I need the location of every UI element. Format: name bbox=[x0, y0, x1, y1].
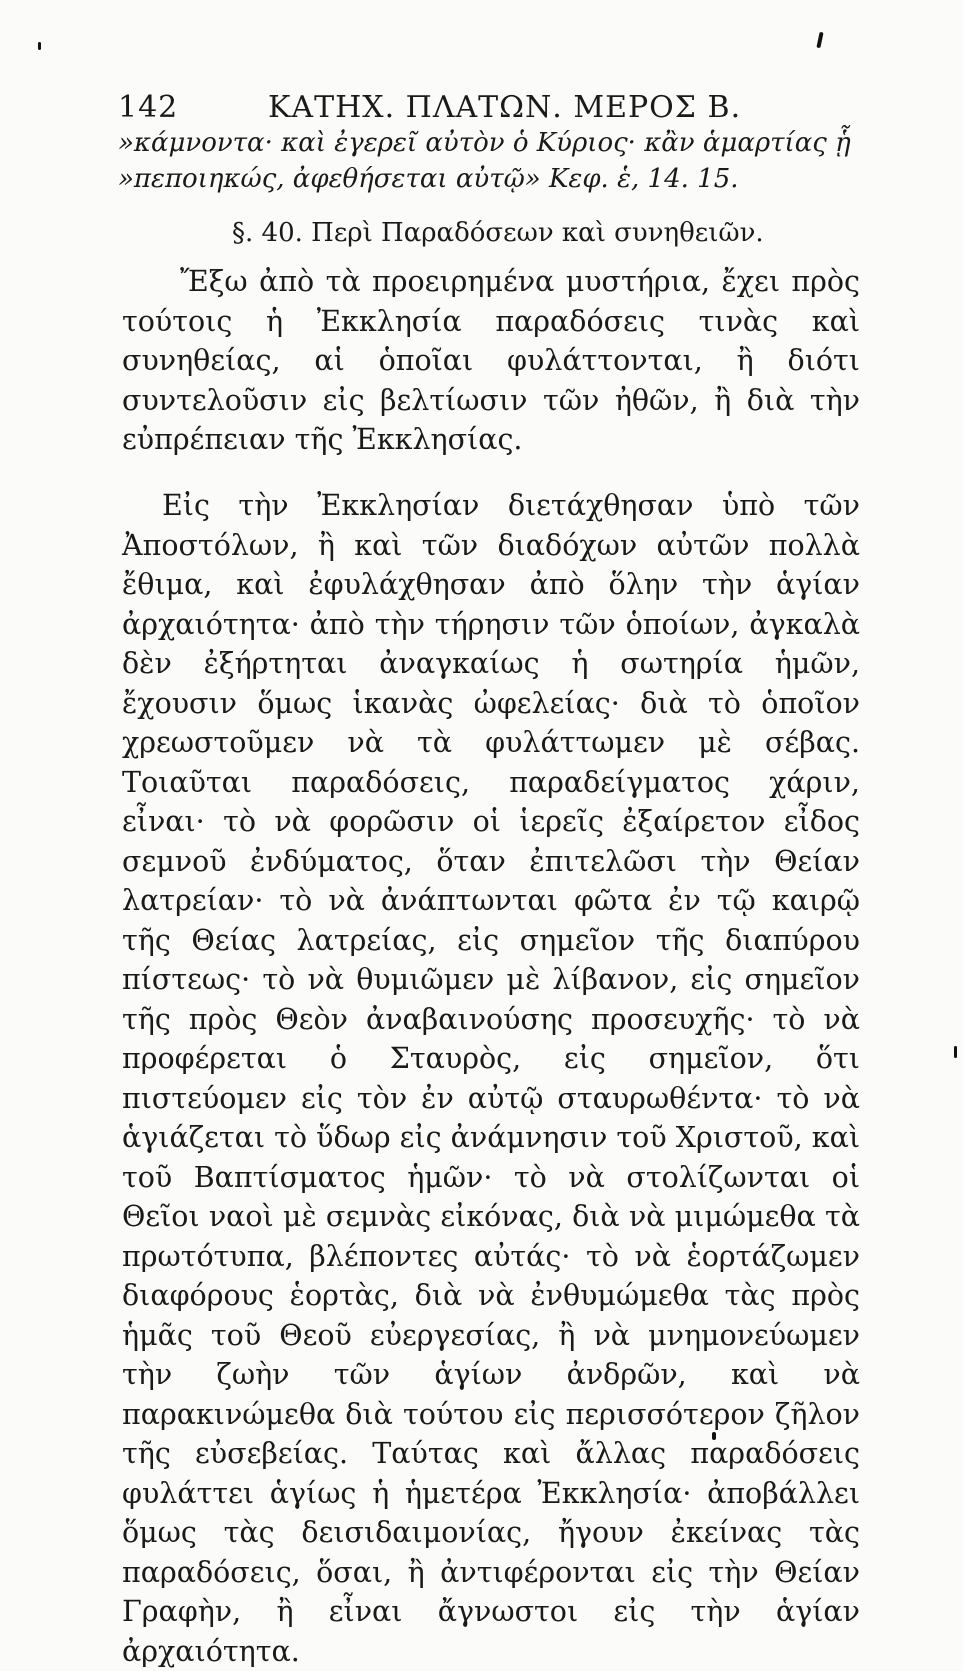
paragraph: Εἰς τὴν Ἐκκλησίαν διετάχθησαν ὑπὸ τῶν Ἀποστόλων, ἢ καὶ τῶν διαδόχων αὐτῶν πολλὰ ἔθιμα, καὶ ἐφυλάχθησαν ἀπὸ ὅλην τὴν ἁγίαν ἀρχαιότητα· ἀπὸ τὴν τήρησιν τῶν ὁποίων, ἀγκαλὰ δὲν ἐξήρτηται ἀναγκαίως ἡ σωτηρία ἡμῶν, ἔχουσιν ὅμως ἱκανὰς ὠφελείας· διὰ τὸ ὁποῖον χρεωστοῦμεν νὰ τὰ φυλάττωμεν μὲ σέβας. Τοιαῦται παραδόσεις, παραδείγματος χάριν, εἶναι· τὸ νὰ φορῶσιν οἱ ἱερεῖς ἐξαίρετον εἶδος σεμνοῦ ἐνδύματος, ὅταν ἐπιτελῶσι τὴν Θείαν λατρείαν· τὸ νὰ ἀνάπτωνται φῶτα ἐν τῷ καιρῷ τῆς Θείας λατρείας, εἰς σημεῖον τῆς διαπύρου πίστεως· τὸ νὰ θυμιῶμεν μὲ λίβανον, εἰς σημεῖον τῆς πρὸς Θεὸν ἀναβαινούσης προσευχῆς· τὸ νὰ προφέρεται ὁ Σταυρὸς, εἰς σημεῖον, ὅτι πιστεύομεν εἰς τὸν ἐν αὐτῷ σταυρωθέντα· τὸ νὰ ἁγιάζεται τὸ ὕδωρ εἰς ἀνάμνησιν τοῦ Χριστοῦ, καὶ τοῦ Βαπτίσματος ἡμῶν· τὸ νὰ στολίζωνται οἱ Θεῖοι ναοὶ μὲ σεμνὰς εἰκόνας, διὰ νὰ μιμώμεθα τὰ πρωτότυπα, βλέποντες αὐτάς· τὸ νὰ ἑορτάζωμεν διαφόρους ἑορτὰς, διὰ νὰ ἐνθυμώμεθα τὰς πρὸς ἡμᾶς τοῦ Θεοῦ εὐεργεσίας, ἢ νὰ μνημονεύωμεν τὴν ζωὴν τῶν ἁγίων ἀνδρῶν, καὶ νὰ παρακινώμεθα διὰ τούτου εἰς περισσότερον ζῆλον τῆς εὐσεβείας. Ταύτας καὶ ἄλλας παραδόσεις φυλάττει ἁγίως ἡ ἡμετέρα Ἐκκλησία· ἀποβάλλει ὅμως τὰς δεισιδαιμονίας, ἤγουν ἐκείνας τὰς παραδόσεις, ὅσαι, ἢ ἀντιφέρονται εἰς τὴν Θείαν Γραφὴν, ἢ εἶναι ἄγνωστοι εἰς τὴν ἁγίαν ἀρχαιότητα. bbox=[122, 489, 860, 1668]
ink-speck bbox=[816, 32, 823, 48]
section-heading: §. 40. Περὶ Παραδόσεων καὶ συνηθειῶν. bbox=[232, 218, 764, 248]
ink-speck bbox=[954, 1046, 957, 1058]
quote-line: »κάμνοντα· καὶ ἐγερεῖ αὐτὸν ὁ Κύριος· κἂν ἁμαρτίας ᾗ bbox=[118, 128, 851, 158]
running-header bbox=[118, 90, 878, 124]
quote-line: »πεποιηκώς, ἀφεθήσεται αὐτῷ» Κεφ. ἑ, 14. 15. bbox=[118, 164, 739, 194]
running-title: ΚΑΤΗΧ. ΠΛΑΤΩΝ. ΜΕΡΟΣ Β. bbox=[268, 90, 742, 125]
ink-speck bbox=[38, 42, 41, 50]
page-number: 142 bbox=[118, 90, 179, 125]
paragraph: Ἔξω ἀπὸ τὰ προειρημένα μυστήρια, ἔχει πρὸς τούτοις ἡ Ἐκκλησία παραδόσεις τινὰς καὶ συνηθείας, αἱ ὁποῖαι φυλάττονται, ἢ διότι συντελοῦσιν εἰς βελτίωσιν τῶν ἠθῶν, ἢ διὰ τὴν εὐπρέπειαν τῆς Ἐκκλησίας. bbox=[122, 265, 860, 456]
